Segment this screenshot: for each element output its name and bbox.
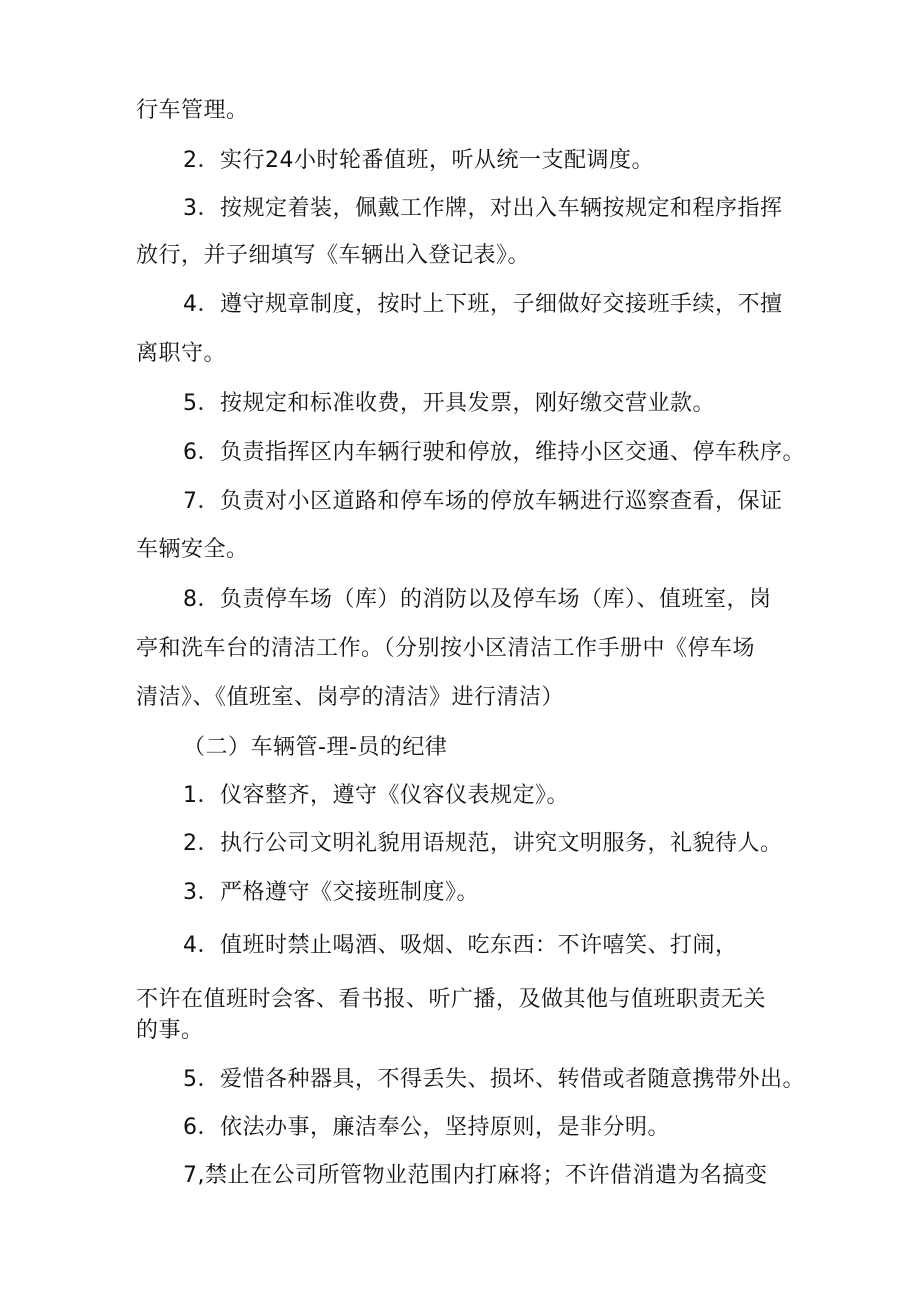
text-line: 5．爱惜各种器具，不得丢失、损坏、转借或者随意携带外出。 (183, 1067, 805, 1092)
text-line: 3．严格遵守《交接班制度》。 (183, 880, 479, 905)
text-line: 不许在值班时会客、看书报、听广播，及做其他与值班职责无关 (136, 987, 767, 1012)
text-line: 1．仪容整齐，遵守《仪容仪表规定》。 (183, 783, 569, 808)
text-line: 7,禁止在公司所管物业范围内打麻将；不许借消遣为名搞变 (183, 1163, 768, 1188)
text-line: 8．负责停车场（库）的消防以及停车场（库）、值班室，岗 (183, 587, 772, 612)
text-line: 亭和洗车台的清洁工作。（分别按小区清洁工作手册中《停车场 (136, 636, 756, 661)
text-line: 7．负责对小区道路和停车场的停放车辆进行巡察查看，保证 (183, 489, 783, 514)
text-line: 2．实行24小时轮番值班，听从统一支配调度。 (183, 148, 654, 173)
text-line: 车辆安全。 (136, 537, 249, 562)
text-line: 6．负责指挥区内车辆行驶和停放，维持小区交通、停车秩序。 (183, 440, 805, 465)
text-line: 4．遵守规章制度，按时上下班，子细做好交接班手续，不擅 (183, 292, 783, 317)
text-line: 放行，并子细填写《车辆出入登记表》。 (136, 243, 531, 268)
text-line: 5．按规定和标准收费，开具发票，刚好缴交营业款。 (183, 391, 715, 416)
text-line: 的事。 (136, 1018, 204, 1043)
text-line: 离职守。 (136, 341, 227, 366)
text-line: 清洁》、《值班室、岗亭的清洁》进行清洁） (136, 685, 565, 710)
section-heading: （二）车辆管-理-员的纪律 (183, 735, 448, 760)
text-line: 2．执行公司文明礼貌用语规范，讲究文明服务，礼貌待人。 (183, 831, 783, 856)
text-line: 6．依法办事，廉洁奉公，坚持原则，是非分明。 (183, 1115, 670, 1140)
text-line: 4．值班时禁止喝酒、吸烟、吃东西：不许嘻笑、打闹， (183, 933, 738, 958)
text-line: 3．按规定着装，佩戴工作牌，对出入车辆按规定和程序指挥 (183, 196, 783, 221)
text-line: 行车管理。 (136, 98, 249, 123)
